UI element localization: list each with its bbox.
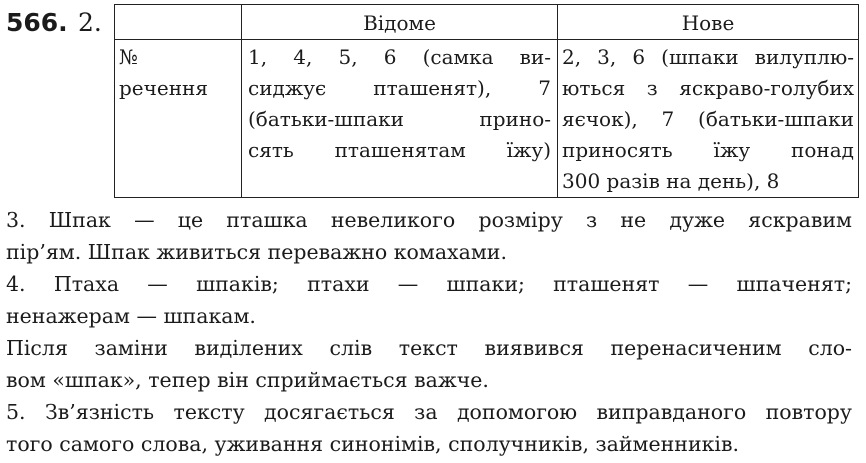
table-row: [115, 40, 859, 198]
text-line: пір’ям. Шпак живиться переважно комахами.: [6, 240, 507, 264]
text-line: 4. Птаха — шпаків; птахи — шпаки; пташенят — шпаченят;: [6, 272, 852, 296]
header-new: Нове: [558, 5, 859, 40]
cell-line: №: [119, 45, 138, 69]
cell-line: сиджує пташенят), 7: [248, 76, 551, 100]
answer-text: [6, 204, 852, 460]
text-line: Після заміни виділених слів текст виявився перенасиченим сло-: [6, 336, 852, 360]
cell-line: 2, 3, 6 (шпаки вилуплю-: [562, 45, 854, 69]
cell-line: сять пташенятам їжу): [248, 138, 551, 162]
cell-new: [558, 40, 859, 198]
table-header-row: [115, 5, 859, 40]
header-known: Відоме: [242, 5, 558, 40]
cell-line: приносять їжу понад: [562, 138, 854, 162]
text-line: ненажерам — шпакам.: [6, 304, 256, 328]
exercise-number: 566.: [6, 8, 68, 37]
cell-line: яєчок), 7 (батьки-шпаки: [562, 107, 854, 131]
cell-line: речення: [119, 76, 208, 100]
cell-line: (батьки-шпаки прино-: [248, 107, 551, 131]
text-line: 3. Шпак — це пташка невеликого розміру з не дуже яскравим: [6, 208, 852, 232]
cell-line: 1, 4, 5, 6 (самка ви-: [248, 45, 551, 69]
cell-known: [242, 40, 558, 198]
header-empty: [115, 5, 242, 40]
task-number: 2.: [78, 8, 102, 37]
known-new-table: [114, 4, 859, 198]
text-line: того самого слова, уживання синонімів, сполучників, займенників.: [6, 432, 740, 456]
cell-line: 300 разів на день), 8: [562, 169, 780, 193]
text-line: вом «шпак», тепер він сприймається важче.: [6, 368, 489, 392]
cell-sentence-number: [115, 40, 242, 198]
cell-line: ються з яскраво-голубих: [562, 76, 854, 100]
text-line: 5. Зв’язність тексту досягається за допомогою виправданого повтору: [6, 400, 852, 424]
